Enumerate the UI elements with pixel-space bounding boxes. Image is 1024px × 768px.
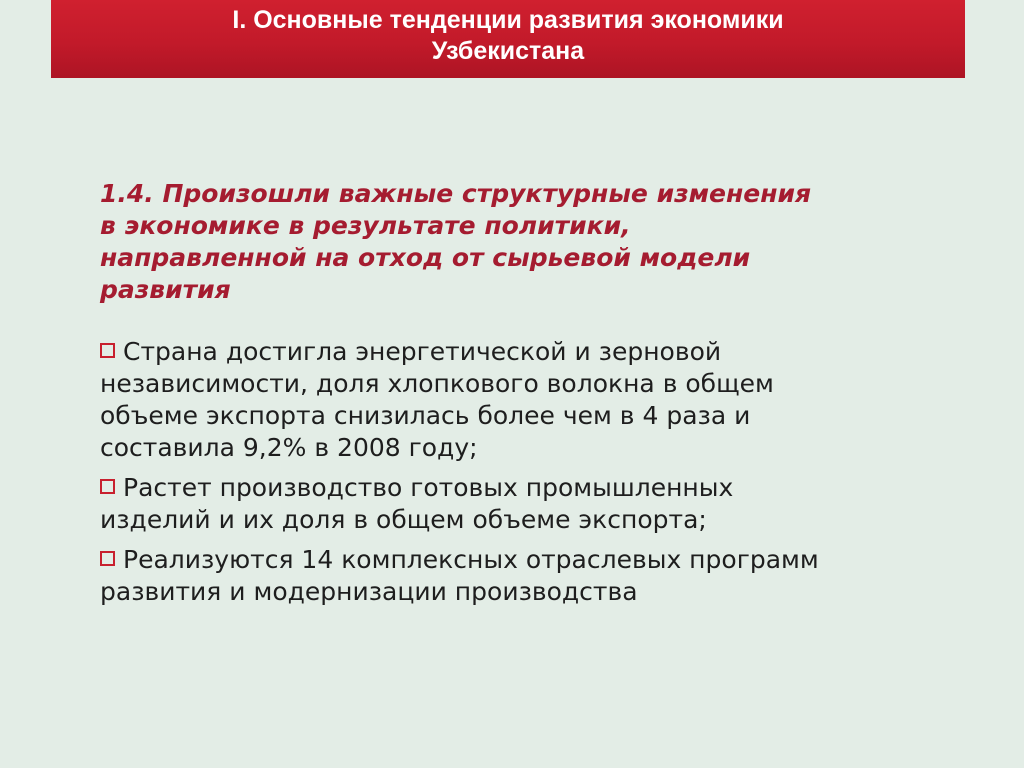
bullet-line: изделий и их доля в общем объеме экспорта; [100,505,707,534]
bullet-item [100,336,980,464]
bullet-line: развития и модернизации производства [100,577,638,606]
bullet-line [100,472,980,504]
bullet-line [100,544,980,576]
square-outline-icon [100,479,115,494]
subtitle-line: развития [100,275,231,304]
bullet-line [100,336,980,368]
slide-content [100,178,980,616]
bullet-text: Страна достигла энергетической и зерновой [123,337,722,366]
bullet-list [100,336,980,608]
square-outline-icon [100,343,115,358]
slide-title-line: Узбекистана [431,37,585,65]
subtitle-line: направленной на отход от сырьевой модели [100,243,751,272]
subtitle-line: 1.4. Произошли важные структурные изменения [100,179,812,208]
bullet-item [100,544,980,608]
bullet-line: независимости, доля хлопкового волокна в общем [100,369,774,398]
title-bar [51,0,965,78]
bullet-line: объеме экспорта снизилась более чем в 4 раза и [100,401,751,430]
square-outline-icon [100,551,115,566]
bullet-line: составила 9,2% в 2008 году; [100,433,478,462]
bullet-text: Реализуются 14 комплексных отраслевых программ [123,545,819,574]
slide-title-line: I. Основные тенденции развития экономики [232,6,784,34]
section-subtitle [100,178,980,306]
bullet-item [100,472,980,536]
subtitle-line: в экономике в результате политики, [100,211,631,240]
slide-title [51,5,965,67]
bullet-text: Растет производство готовых промышленных [123,473,734,502]
